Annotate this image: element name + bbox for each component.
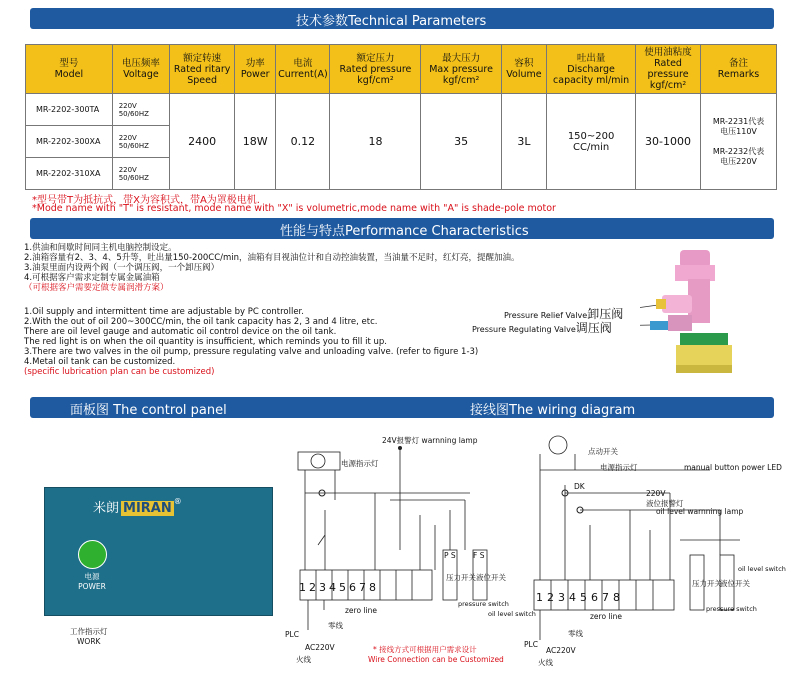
voltage-cell: 220V 50/60HZ — [112, 158, 169, 190]
list-item: 1.供油和间歇时间同主机电脑控制设定。 — [24, 243, 177, 253]
power-cell: 18W — [235, 94, 276, 190]
spec-table — [25, 44, 777, 190]
technical-parameters-banner — [30, 8, 774, 29]
fire-line-label-2: 火线 — [538, 658, 553, 667]
header-cell: 电流 Current(A) — [276, 45, 330, 94]
list-item: 1.Oil supply and intermittent time are adjustable by PC controller. — [24, 307, 304, 317]
point-switch-label: 点动开关 — [588, 447, 618, 456]
ps-zh-label: 压力开关 — [446, 573, 476, 582]
list-item: 3.There are two valves in the oil pump, pressure regulating valve and unloading valve. (refer to figure 1-3) — [24, 347, 479, 357]
brand-logo: 米朗 MIRAN ® — [93, 497, 182, 516]
relief-valve-label: Pressure Relief Valve卸压阀 — [504, 307, 624, 321]
fs-en-label-2: oil level switch — [738, 565, 786, 573]
voltage-label: 220V — [646, 489, 666, 498]
ps-zh-label-2: 压力开关 — [692, 579, 722, 588]
customize-note-zh: * 接线方式可根据用户需求设计 — [373, 645, 477, 654]
list-item: （可根据客户需要定做专属润滑方案） — [24, 283, 169, 293]
list-item: The red light is on when the oil quantity is insufficient, which reminds you to fill it up. — [24, 337, 387, 347]
regulating-valve-label: Pressure Regulating Valve调压阀 — [472, 321, 612, 335]
panel-wiring-banner — [30, 397, 774, 418]
model-cell: MR-2202-300XA — [26, 126, 113, 158]
header-cell: 容积 Volume — [501, 45, 547, 94]
header-cell: 使用油粘度 Rated pressure kgf/cm² — [636, 45, 701, 94]
ac-label-2: AC220V — [546, 646, 576, 655]
terminal-strip-1: 12345678 — [299, 581, 379, 594]
voltage-cell: 220V 50/60HZ — [112, 126, 169, 158]
oil-pump-illustration — [640, 245, 750, 380]
plc-label: PLC — [285, 630, 299, 639]
performance-banner — [30, 218, 774, 239]
viscosity-cell: 30-1000 — [636, 94, 701, 190]
power-indicator-label: 电源指示灯 — [341, 459, 379, 468]
current-cell: 0.12 — [276, 94, 330, 190]
section-title: 技术参数Technical Parameters — [296, 14, 487, 29]
ps-en-label-2: pressure switch — [706, 605, 757, 613]
header-cell: 吐出量 Discharge capacity ml/min — [547, 45, 636, 94]
terminal-strip-2: 12345678 — [536, 591, 624, 604]
table-header-row — [26, 45, 777, 94]
wiring-diagram-1 — [280, 430, 505, 670]
ps-en-label: pressure switch — [458, 600, 509, 608]
power-label: 电源 POWER — [78, 572, 106, 591]
header-cell: 功率 Power — [235, 45, 276, 94]
zero-line-label-2: zero line — [590, 612, 622, 621]
fs-zh-label: 液位开关 — [476, 573, 506, 582]
header-cell: 额定转速 Rated ritary Speed — [170, 45, 235, 94]
header-cell: 型号 Model — [26, 45, 113, 94]
list-item: There are oil level gauge and automatic oil control device on the oil tank. — [24, 327, 337, 337]
power-indicator-label-2: 电源指示灯 — [600, 463, 638, 472]
power-lamp-button[interactable] — [78, 540, 107, 569]
table-row — [26, 94, 777, 126]
zero-line-zh-label: 零线 — [328, 621, 343, 630]
manual-led-label: manual button power LED — [684, 463, 782, 472]
volume-cell: 3L — [501, 94, 547, 190]
ac-label: AC220V — [305, 643, 335, 652]
list-item: 2.With the out of oil 200~300CC/min, the oil tank capacity has 2, 3 and 4 litre, etc. — [24, 317, 378, 327]
fire-line-label: 火线 — [296, 655, 311, 664]
ps-label: P S — [444, 551, 456, 560]
header-cell: 最大压力 Max pressure kgf/cm² — [421, 45, 501, 94]
rated-pressure-cell: 18 — [330, 94, 421, 190]
model-note-zh: *型号带T为抵抗式，带X为容积式，带A为罩极电机. — [32, 195, 260, 206]
work-indicator-label: 工作指示灯 WORK — [70, 627, 108, 646]
dk-label: DK — [574, 482, 585, 491]
section-title: 接线图The wiring diagram — [470, 403, 636, 418]
warning-lamp-label: 24V报警灯 warnning lamp — [382, 436, 478, 445]
remarks-cell: MR-2231代表 电压110V MR-2232代表 电压220V — [701, 94, 777, 190]
fs-en-label: oil level switch — [488, 610, 536, 618]
level-lamp-en-label: oil level warnning lamp — [656, 507, 744, 516]
speed-cell: 2400 — [170, 94, 235, 190]
model-cell: MR-2202-300TA — [26, 94, 113, 126]
list-item: 4.可根据客户需求定制专属金属油箱 — [24, 273, 160, 283]
list-item: 4.Metal oil tank can be customized. — [24, 357, 176, 367]
list-item: 3.油泵里面内设两个阀（一个调压阀，一个卸压阀） — [24, 263, 220, 273]
fs-label: F S — [473, 551, 485, 560]
model-cell: MR-2202-310XA — [26, 158, 113, 190]
fs-zh-label-2: 液位开关 — [720, 579, 750, 588]
voltage-cell: 220V 50/60HZ — [112, 94, 169, 126]
model-note-en: *Mode name with "T" is resistant, mode name with "X" is volumetric,mode name with "A" is shade-pole motor — [32, 203, 556, 214]
performance-list-zh — [24, 243, 520, 293]
level-lamp-zh-label: 液位报警灯 — [646, 499, 684, 508]
header-cell: 备注 Remarks — [701, 45, 777, 94]
performance-list-en — [24, 307, 478, 377]
section-title: 性能与特点Performance Characteristics — [280, 224, 529, 239]
zero-line-label: zero line — [345, 606, 377, 615]
plc-label-2: PLC — [524, 640, 538, 649]
header-cell: 电压频率 Voltage — [112, 45, 169, 94]
list-item: (specific lubrication plan can be customized) — [24, 367, 215, 377]
list-item: 2.油箱容量有2、3、4、5升等，吐出量150-200CC/min，油箱有目视油位计和自动控油装置，当油量不足时，红灯亮，提醒加油。 — [24, 253, 520, 263]
max-pressure-cell: 35 — [421, 94, 501, 190]
section-title: 面板图 The control panel — [70, 403, 227, 418]
customize-note-en: Wire Connection can be Customized — [368, 655, 504, 664]
zero-line-zh-label-2: 零线 — [568, 629, 583, 638]
discharge-cell: 150~200 CC/min — [547, 94, 636, 190]
control-panel — [44, 487, 273, 616]
header-cell: 额定压力 Rated pressure kgf/cm² — [330, 45, 421, 94]
